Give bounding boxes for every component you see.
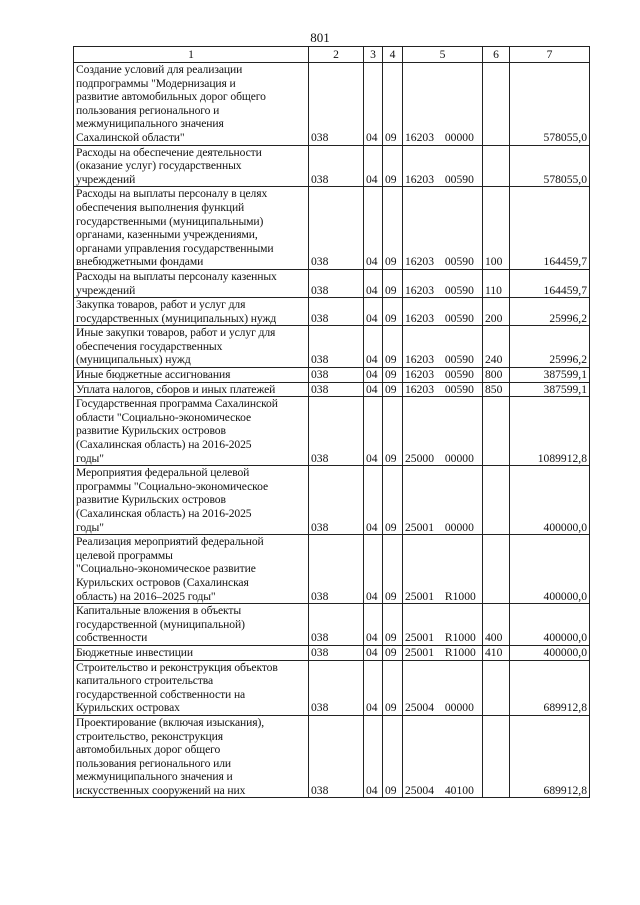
row-name-line: Реализация мероприятий федеральной	[76, 535, 264, 549]
row-code-section: 04	[364, 466, 383, 535]
row-code-target: 16203 00590	[403, 382, 483, 397]
row-name	[74, 715, 309, 798]
row-name-line: годы"	[76, 451, 104, 465]
row-code-target: 25001 00000	[403, 466, 483, 535]
row-name-line: Расходы на выплаты персоналу в целях	[76, 187, 268, 201]
row-code-subsection: 09	[383, 298, 403, 326]
row-code-ministry: 038	[309, 535, 364, 604]
row-name-line: Создание условий для реализации	[76, 63, 243, 76]
row-code-target: 16203 00590	[403, 145, 483, 187]
row-name	[74, 269, 309, 297]
table-row	[74, 382, 590, 397]
row-code-subsection: 09	[383, 269, 403, 297]
row-amount: 400000,0	[510, 604, 590, 646]
row-name-line: пользования регионального и	[76, 103, 220, 117]
header-col-3: 3	[364, 47, 383, 63]
row-code-target: 25004 40100	[403, 715, 483, 798]
row-name-line: Иные бюджетные ассигнования	[76, 368, 231, 382]
budget-table	[73, 46, 590, 798]
row-name-line: межмуниципального значения и	[76, 770, 233, 784]
row-code-section: 04	[364, 63, 383, 146]
row-code-expense: 100	[483, 187, 510, 270]
header-col-2: 2	[309, 47, 364, 63]
row-name-line: (Сахалинская область) на 2016-2025	[76, 438, 252, 452]
table-row	[74, 645, 590, 660]
row-name-line: пользования регионального или	[76, 756, 232, 770]
row-amount: 689912,8	[510, 715, 590, 798]
row-name	[74, 645, 309, 660]
row-name-line: государственной собственности на	[76, 687, 246, 701]
row-code-expense: 800	[483, 368, 510, 383]
row-name-line: государственных (муниципальных) нужд	[76, 311, 277, 325]
row-name	[74, 368, 309, 383]
row-name-line: "Социально-экономическое развитие	[76, 562, 256, 576]
row-name-line: внебюджетными фондами	[76, 255, 204, 269]
row-code-target: 16203 00590	[403, 298, 483, 326]
row-name-line: Уплата налогов, сборов и иных платежей	[76, 382, 276, 396]
row-code-target: 25001 R1000	[403, 535, 483, 604]
table-row	[74, 466, 590, 535]
row-name-line: Бюджетные инвестиции	[76, 645, 194, 659]
row-amount: 400000,0	[510, 466, 590, 535]
row-code-expense	[483, 535, 510, 604]
row-amount: 164459,7	[510, 187, 590, 270]
row-code-expense	[483, 660, 510, 715]
row-code-ministry: 038	[309, 660, 364, 715]
row-name	[74, 187, 309, 270]
table-row	[74, 298, 590, 326]
row-name-line: собственности	[76, 631, 148, 645]
row-code-target: 25001 R1000	[403, 645, 483, 660]
table-row	[74, 660, 590, 715]
row-code-target: 25000 00000	[403, 397, 483, 466]
row-name-line: (муниципальных) нужд	[76, 353, 191, 367]
row-code-target: 16203 00000	[403, 63, 483, 146]
row-name-line: Закупка товаров, работ и услуг для	[76, 298, 246, 312]
row-code-expense	[483, 63, 510, 146]
row-code-subsection: 09	[383, 645, 403, 660]
row-name-line: Проектирование (включая изыскания),	[76, 715, 265, 729]
row-code-subsection: 09	[383, 368, 403, 383]
row-name-line: подпрограммы "Модернизация и	[76, 76, 236, 90]
row-name	[74, 298, 309, 326]
row-code-section: 04	[364, 660, 383, 715]
row-name-line: программы "Социально-экономическое	[76, 479, 268, 493]
row-code-expense	[483, 145, 510, 187]
header-col-6: 6	[483, 47, 510, 63]
row-code-ministry: 038	[309, 645, 364, 660]
row-code-section: 04	[364, 382, 383, 397]
row-name-line: Расходы на обеспечение деятельности	[76, 145, 262, 159]
row-code-section: 04	[364, 535, 383, 604]
row-code-subsection: 09	[383, 397, 403, 466]
row-code-expense: 200	[483, 298, 510, 326]
row-name-line: Мероприятия федеральной целевой	[76, 466, 250, 480]
header-col-1: 1	[74, 47, 309, 63]
row-amount: 400000,0	[510, 535, 590, 604]
row-name	[74, 145, 309, 187]
row-code-target: 25001 R1000	[403, 604, 483, 646]
row-code-subsection: 09	[383, 382, 403, 397]
row-code-expense: 240	[483, 326, 510, 368]
row-name-line: государственными (муниципальными)	[76, 214, 264, 228]
row-name-line: Курильских островах	[76, 701, 180, 715]
row-name-line: органами управления государственными	[76, 241, 274, 255]
row-name	[74, 63, 309, 146]
table-row	[74, 715, 590, 798]
row-name-line: учреждений	[76, 172, 136, 186]
row-code-ministry: 038	[309, 298, 364, 326]
row-name	[74, 604, 309, 646]
row-code-section: 04	[364, 604, 383, 646]
row-name-line: обеспечения государственных	[76, 339, 223, 353]
row-name-line: учреждений	[76, 283, 136, 297]
row-code-expense: 400	[483, 604, 510, 646]
row-name-line: развитие Курильских островов	[76, 424, 226, 438]
row-code-subsection: 09	[383, 535, 403, 604]
row-code-subsection: 09	[383, 604, 403, 646]
row-code-ministry: 038	[309, 145, 364, 187]
row-code-subsection: 09	[383, 715, 403, 798]
row-code-ministry: 038	[309, 326, 364, 368]
table-row	[74, 63, 590, 146]
row-amount: 1089912,8	[510, 397, 590, 466]
header-col-5: 5	[403, 47, 483, 63]
row-name	[74, 397, 309, 466]
row-name-line: области "Социально-экономическое	[76, 410, 251, 424]
row-code-target: 16203 00590	[403, 187, 483, 270]
row-code-target: 16203 00590	[403, 368, 483, 383]
row-amount: 400000,0	[510, 645, 590, 660]
row-name-line: автомобильных дорог общего	[76, 743, 221, 757]
row-name-line: Курильских островов (Сахалинская	[76, 575, 249, 589]
row-name-line: обеспечения выполнения функций	[76, 200, 245, 214]
row-name-line: Расходы на выплаты персоналу казенных	[76, 269, 277, 283]
table-row	[74, 535, 590, 604]
row-code-section: 04	[364, 368, 383, 383]
row-code-expense	[483, 715, 510, 798]
row-name-line: государственной (муниципальной)	[76, 617, 245, 631]
row-name-line: область) на 2016–2025 годы"	[76, 589, 216, 603]
table-row	[74, 397, 590, 466]
row-name-line: Иные закупки товаров, работ и услуг для	[76, 326, 276, 340]
row-amount: 689912,8	[510, 660, 590, 715]
header-col-7: 7	[510, 47, 590, 63]
row-code-expense	[483, 466, 510, 535]
table-row	[74, 326, 590, 368]
header-col-4: 4	[383, 47, 403, 63]
row-code-section: 04	[364, 298, 383, 326]
row-code-section: 04	[364, 269, 383, 297]
row-amount: 387599,1	[510, 368, 590, 383]
row-code-subsection: 09	[383, 326, 403, 368]
table-row	[74, 187, 590, 270]
row-code-section: 04	[364, 145, 383, 187]
table-row	[74, 145, 590, 187]
row-code-section: 04	[364, 397, 383, 466]
row-code-subsection: 09	[383, 466, 403, 535]
row-name-line: Строительство и реконструкция объектов	[76, 660, 278, 674]
row-name-line: Сахалинской области"	[76, 130, 185, 144]
row-name-line: целевой программы	[76, 548, 173, 562]
row-name-line: Капитальные вложения в объекты	[76, 604, 242, 618]
row-code-target: 25004 00000	[403, 660, 483, 715]
row-code-ministry: 038	[309, 187, 364, 270]
row-amount: 578055,0	[510, 145, 590, 187]
row-code-expense	[483, 397, 510, 466]
page-number: 801	[310, 30, 330, 45]
row-name-line: межмуниципального значения	[76, 117, 224, 131]
row-code-ministry: 038	[309, 382, 364, 397]
row-name-line: капитального строительства	[76, 674, 214, 688]
row-code-section: 04	[364, 715, 383, 798]
row-name-line: органами, казенными учреждениями,	[76, 228, 258, 242]
row-name-line: искусственных сооружений на них	[76, 783, 246, 797]
row-name	[74, 660, 309, 715]
row-name-line: годы"	[76, 520, 104, 534]
table-row	[74, 604, 590, 646]
table-row	[74, 269, 590, 297]
row-code-ministry: 038	[309, 604, 364, 646]
table-row	[74, 368, 590, 383]
row-amount: 25996,2	[510, 298, 590, 326]
row-name	[74, 326, 309, 368]
row-code-target: 16203 00590	[403, 326, 483, 368]
row-code-ministry: 038	[309, 368, 364, 383]
row-code-section: 04	[364, 326, 383, 368]
row-name-line: Государственная программа Сахалинской	[76, 397, 278, 411]
row-code-expense: 410	[483, 645, 510, 660]
row-name-line: строительство, реконструкция	[76, 729, 223, 743]
row-amount: 387599,1	[510, 382, 590, 397]
row-code-section: 04	[364, 187, 383, 270]
row-name-line: (оказание услуг) государственных	[76, 159, 242, 173]
row-code-subsection: 09	[383, 660, 403, 715]
row-code-ministry: 038	[309, 466, 364, 535]
row-amount: 164459,7	[510, 269, 590, 297]
row-name	[74, 466, 309, 535]
row-code-subsection: 09	[383, 145, 403, 187]
row-amount: 25996,2	[510, 326, 590, 368]
row-code-ministry: 038	[309, 715, 364, 798]
row-code-target: 16203 00590	[403, 269, 483, 297]
row-code-expense: 110	[483, 269, 510, 297]
row-name	[74, 382, 309, 397]
row-code-subsection: 09	[383, 63, 403, 146]
row-code-section: 04	[364, 645, 383, 660]
row-name	[74, 535, 309, 604]
header-row	[74, 47, 590, 63]
row-code-expense: 850	[483, 382, 510, 397]
row-name-line: (Сахалинская область) на 2016-2025	[76, 507, 252, 520]
row-amount: 578055,0	[510, 63, 590, 146]
row-name-line: развитие Курильских островов	[76, 493, 226, 507]
row-code-ministry: 038	[309, 397, 364, 466]
row-code-subsection: 09	[383, 187, 403, 270]
row-code-ministry: 038	[309, 63, 364, 146]
row-name-line: развитие автомобильных дорог общего	[76, 90, 266, 104]
row-code-ministry: 038	[309, 269, 364, 297]
